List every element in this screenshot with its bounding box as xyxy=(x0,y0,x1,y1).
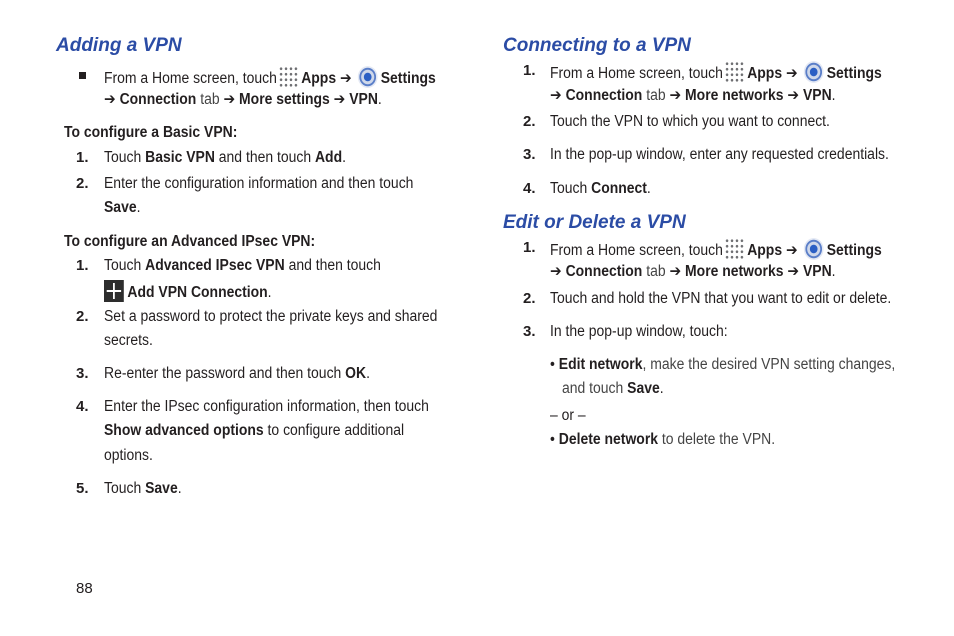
step-text: and then touch xyxy=(218,149,312,166)
step-number: 2. xyxy=(523,290,536,307)
connection-label: Connection xyxy=(119,91,197,108)
tab-text: tab xyxy=(200,91,220,108)
save-label: Save xyxy=(627,380,660,397)
arrow-icon: ➔ xyxy=(104,91,116,108)
ok-label: OK xyxy=(345,365,367,382)
tab-text: tab xyxy=(646,87,666,104)
settings-icon xyxy=(804,61,824,83)
conn-step-1-line-1 xyxy=(550,61,882,84)
conn-step-4 xyxy=(550,179,651,199)
vpn-label: VPN xyxy=(802,87,832,104)
period: . xyxy=(177,480,182,497)
arrow-icon: ➔ xyxy=(550,263,562,280)
bullet-edit-network-line-2 xyxy=(562,379,664,399)
step-text: From a Home screen, touch xyxy=(550,65,723,82)
step-text: Touch xyxy=(104,480,142,497)
period: . xyxy=(646,180,651,197)
arrow-icon: ➔ xyxy=(787,87,800,104)
edit-step-1-line-2 xyxy=(550,262,836,282)
bullet-dot: • xyxy=(550,431,555,448)
conn-step-1-line-2 xyxy=(550,86,836,106)
edit-step-3: In the pop-up window, touch: xyxy=(550,323,728,340)
basic-vpn-heading: To configure a Basic VPN: xyxy=(64,124,238,141)
vpn-label: VPN xyxy=(349,91,378,108)
arrow-icon: ➔ xyxy=(550,87,562,104)
step-text: Touch xyxy=(550,180,588,197)
adv-step-2-line-1: Set a password to protect the private keys and shared xyxy=(104,308,438,325)
period: . xyxy=(831,263,836,280)
bullet-edit-network-line-1 xyxy=(550,355,895,375)
connect-label: Connect xyxy=(591,180,647,197)
connection-label: Connection xyxy=(565,263,643,280)
period: . xyxy=(377,91,382,108)
adv-step-4-line-1: Enter the IPsec configuration information, then touch xyxy=(104,398,429,415)
step-text: From a Home screen, touch xyxy=(550,242,723,259)
more-networks-label: More networks xyxy=(685,87,784,104)
step-number: 1. xyxy=(523,62,536,79)
add-vpn-connection-label: Add VPN Connection xyxy=(127,284,268,301)
arrow-icon: ➔ xyxy=(223,91,236,108)
period: . xyxy=(342,149,346,166)
step-number: 1. xyxy=(76,257,89,274)
page-number: 88 xyxy=(76,580,93,597)
basic-step-2-line-1: Enter the configuration information and then touch xyxy=(104,175,414,192)
intro-line-1 xyxy=(104,66,436,89)
intro-text: From a Home screen, touch xyxy=(104,70,277,87)
step-number: 1. xyxy=(76,149,89,166)
arrow-icon: ➔ xyxy=(785,65,798,82)
adv-step-1-line-2 xyxy=(104,280,272,303)
save-label: Save xyxy=(104,199,137,216)
arrow-icon: ➔ xyxy=(669,263,682,280)
step-text: Touch xyxy=(104,257,142,274)
basic-vpn-label: Basic VPN xyxy=(145,149,215,166)
apps-icon xyxy=(725,61,745,83)
bullet-text: to delete the VPN. xyxy=(661,431,776,448)
delete-network-label: Delete network xyxy=(558,431,659,448)
advanced-vpn-heading: To configure an Advanced IPsec VPN: xyxy=(64,233,316,250)
save-label: Save xyxy=(145,480,178,497)
basic-step-1 xyxy=(104,148,346,168)
vpn-label: VPN xyxy=(802,263,832,280)
more-settings-label: More settings xyxy=(239,91,330,108)
bullet-dot: • xyxy=(550,356,555,373)
step-number: 3. xyxy=(523,146,536,163)
step-text: and then touch xyxy=(288,257,381,274)
edit-step-1-line-1 xyxy=(550,238,882,261)
add-label: Add xyxy=(314,149,343,166)
apps-icon xyxy=(725,238,745,260)
connection-label: Connection xyxy=(565,87,643,104)
or-separator: – or – xyxy=(550,407,586,424)
period: . xyxy=(831,87,836,104)
settings-icon xyxy=(358,66,378,88)
adv-step-2-line-2: secrets. xyxy=(104,332,153,349)
settings-label: Settings xyxy=(826,242,882,259)
conn-step-3: In the pop-up window, enter any requested credentials. xyxy=(550,146,889,163)
arrow-icon: ➔ xyxy=(785,242,798,259)
period: . xyxy=(136,199,141,216)
adv-step-3 xyxy=(104,364,370,384)
bullet-text: and touch xyxy=(562,380,624,397)
edit-network-label: Edit network xyxy=(558,356,643,373)
add-icon xyxy=(104,280,124,302)
period: . xyxy=(366,365,370,382)
adv-step-4-line-2 xyxy=(104,421,404,441)
period: . xyxy=(267,284,272,301)
step-number: 3. xyxy=(76,365,89,382)
step-number: 4. xyxy=(76,398,89,415)
conn-step-2: Touch the VPN to which you want to connect. xyxy=(550,113,830,130)
arrow-icon: ➔ xyxy=(339,70,352,87)
square-bullet xyxy=(79,72,86,79)
section-title-adding-vpn: Adding a VPN xyxy=(56,35,182,56)
apps-label: Apps xyxy=(747,65,783,82)
show-advanced-options-label: Show advanced options xyxy=(104,422,264,439)
settings-icon xyxy=(804,238,824,260)
step-number: 2. xyxy=(523,113,536,130)
adv-step-5 xyxy=(104,479,182,499)
step-text: Touch xyxy=(104,149,142,166)
step-number: 2. xyxy=(76,175,89,192)
arrow-icon: ➔ xyxy=(787,263,800,280)
settings-label: Settings xyxy=(380,70,436,87)
period: . xyxy=(659,380,664,397)
basic-step-2-line-2 xyxy=(104,198,140,218)
step-text: to configure additional xyxy=(267,422,405,439)
section-title-edit-delete-vpn: Edit or Delete a VPN xyxy=(503,212,686,233)
advanced-ipsec-vpn-label: Advanced IPsec VPN xyxy=(145,257,285,274)
step-number: 4. xyxy=(523,180,536,197)
apps-label: Apps xyxy=(301,70,337,87)
arrow-icon: ➔ xyxy=(333,91,346,108)
settings-label: Settings xyxy=(826,65,882,82)
bullet-text: , make the desired VPN setting changes, xyxy=(642,356,896,373)
section-title-connecting-vpn: Connecting to a VPN xyxy=(503,35,691,56)
step-text: Re-enter the password and then touch xyxy=(104,365,342,382)
adv-step-4-line-3: options. xyxy=(104,447,153,464)
apps-icon xyxy=(279,66,299,88)
adv-step-1-line-1 xyxy=(104,256,381,276)
step-number: 2. xyxy=(76,308,89,325)
step-number: 5. xyxy=(76,480,89,497)
intro-line-2 xyxy=(104,90,382,110)
edit-step-2: Touch and hold the VPN that you want to edit or delete. xyxy=(550,290,892,307)
tab-text: tab xyxy=(646,263,666,280)
arrow-icon: ➔ xyxy=(669,87,682,104)
step-number: 3. xyxy=(523,323,536,340)
more-networks-label: More networks xyxy=(685,263,784,280)
bullet-delete-network xyxy=(550,430,775,450)
apps-label: Apps xyxy=(747,242,783,259)
step-number: 1. xyxy=(523,239,536,256)
